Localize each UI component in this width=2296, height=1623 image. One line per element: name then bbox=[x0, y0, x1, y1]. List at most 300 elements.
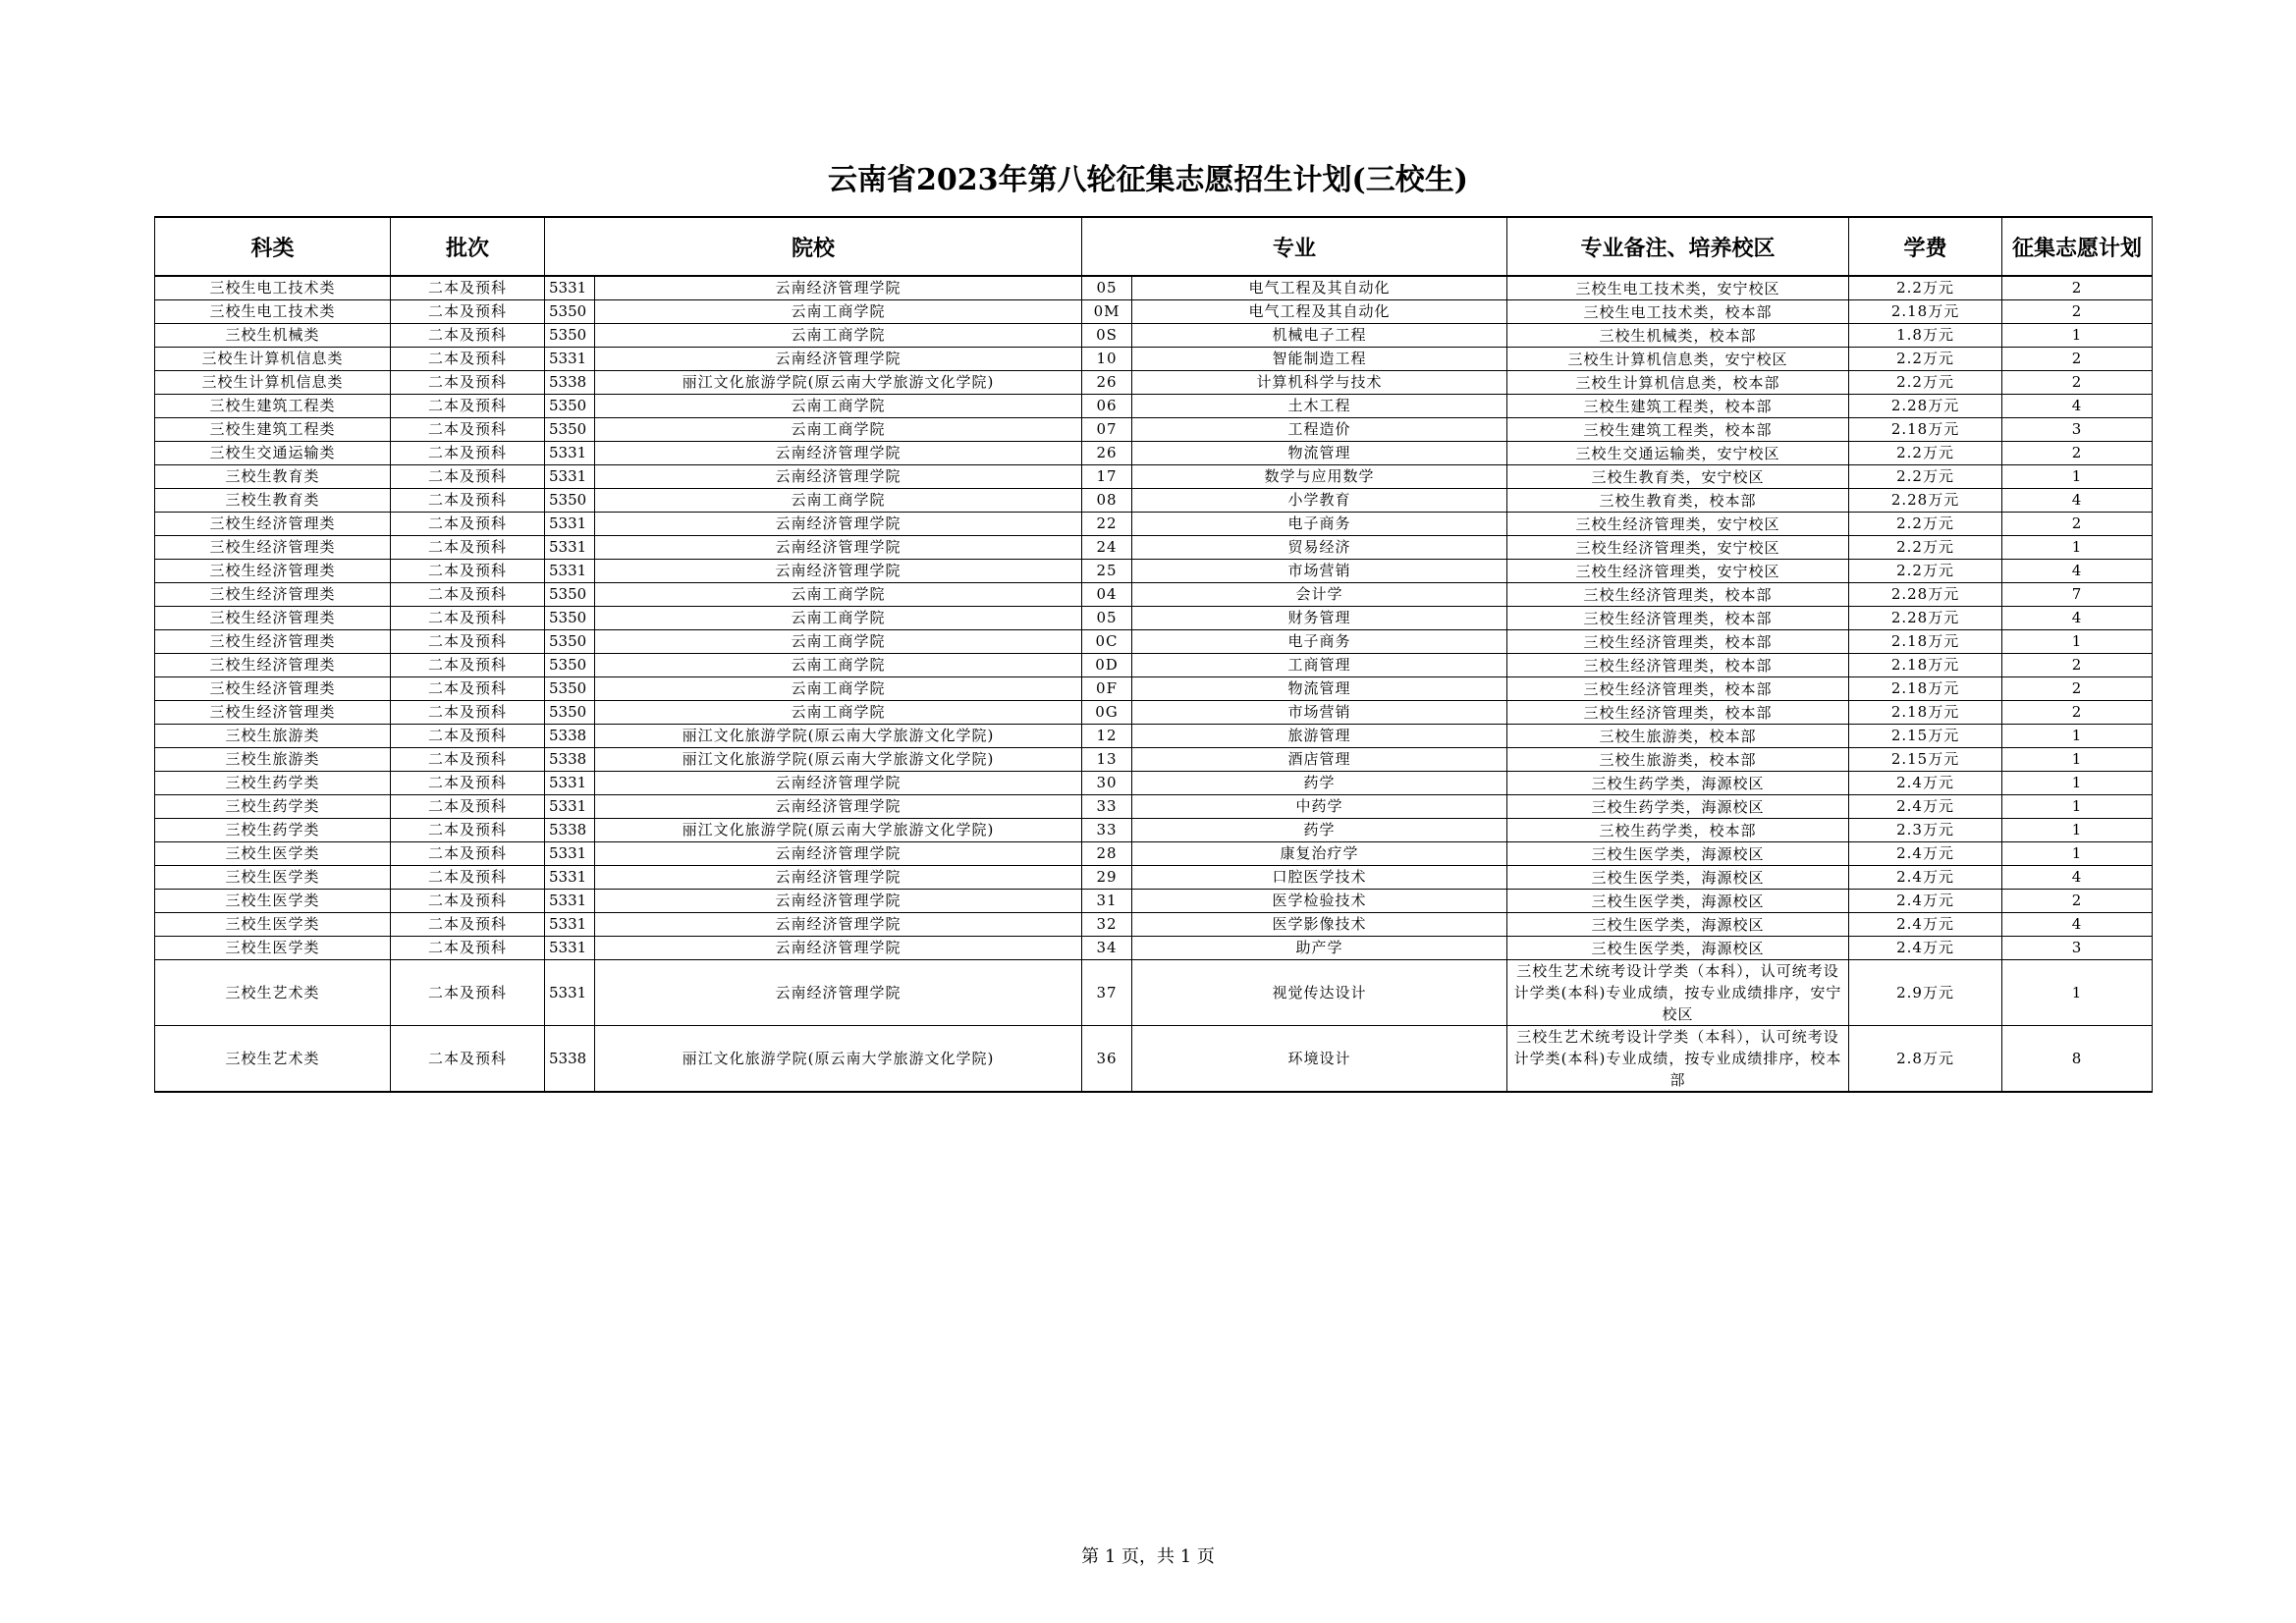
cell-batch: 二本及预科 bbox=[391, 725, 545, 748]
cell-college-code: 5331 bbox=[545, 842, 595, 866]
cell-batch: 二本及预科 bbox=[391, 276, 545, 300]
cell-tuition: 2.2万元 bbox=[1849, 371, 2002, 395]
cell-tuition: 2.2万元 bbox=[1849, 513, 2002, 536]
header-batch: 批次 bbox=[391, 217, 545, 276]
cell-plan-count: 4 bbox=[2002, 489, 2153, 513]
cell-plan-count: 8 bbox=[2002, 1026, 2153, 1093]
table-row bbox=[155, 842, 2153, 866]
cell-remarks-campus: 三校生交通运输类，安宁校区 bbox=[1507, 442, 1849, 465]
cell-batch: 二本及预科 bbox=[391, 960, 545, 1026]
cell-major-name: 计算机科学与技术 bbox=[1132, 371, 1507, 395]
header-college: 院校 bbox=[545, 217, 1082, 276]
cell-major-code: 33 bbox=[1082, 819, 1132, 842]
cell-college-code: 5350 bbox=[545, 324, 595, 348]
cell-plan-count: 1 bbox=[2002, 324, 2153, 348]
cell-plan-count: 1 bbox=[2002, 465, 2153, 489]
cell-plan-count: 1 bbox=[2002, 960, 2153, 1026]
cell-college-code: 5331 bbox=[545, 866, 595, 890]
cell-tuition: 2.18万元 bbox=[1849, 630, 2002, 654]
cell-batch: 二本及预科 bbox=[391, 866, 545, 890]
cell-major-code: 37 bbox=[1082, 960, 1132, 1026]
table-row bbox=[155, 465, 2153, 489]
cell-batch: 二本及预科 bbox=[391, 418, 545, 442]
cell-major-name: 工商管理 bbox=[1132, 654, 1507, 677]
cell-batch: 二本及预科 bbox=[391, 583, 545, 607]
cell-plan-count: 2 bbox=[2002, 442, 2153, 465]
cell-college-name: 云南经济管理学院 bbox=[595, 795, 1082, 819]
cell-major-code: 06 bbox=[1082, 395, 1132, 418]
cell-college-code: 5338 bbox=[545, 371, 595, 395]
cell-college-code: 5350 bbox=[545, 677, 595, 701]
cell-plan-count: 1 bbox=[2002, 748, 2153, 772]
cell-category: 三校生医学类 bbox=[155, 890, 391, 913]
cell-batch: 二本及预科 bbox=[391, 795, 545, 819]
cell-remarks-campus: 三校生经济管理类，安宁校区 bbox=[1507, 560, 1849, 583]
cell-category: 三校生教育类 bbox=[155, 489, 391, 513]
cell-major-code: 0M bbox=[1082, 300, 1132, 324]
cell-major-code: 26 bbox=[1082, 442, 1132, 465]
cell-college-code: 5331 bbox=[545, 890, 595, 913]
cell-major-name: 贸易经济 bbox=[1132, 536, 1507, 560]
cell-remarks-campus: 三校生医学类，海源校区 bbox=[1507, 890, 1849, 913]
cell-category: 三校生经济管理类 bbox=[155, 560, 391, 583]
cell-batch: 二本及预科 bbox=[391, 489, 545, 513]
table-row bbox=[155, 536, 2153, 560]
cell-major-name: 药学 bbox=[1132, 819, 1507, 842]
cell-batch: 二本及预科 bbox=[391, 371, 545, 395]
cell-plan-count: 1 bbox=[2002, 536, 2153, 560]
cell-plan-count: 1 bbox=[2002, 819, 2153, 842]
cell-college-name: 云南工商学院 bbox=[595, 654, 1082, 677]
cell-college-code: 5350 bbox=[545, 300, 595, 324]
cell-tuition: 2.4万元 bbox=[1849, 937, 2002, 960]
cell-major-name: 视觉传达设计 bbox=[1132, 960, 1507, 1026]
header-remarks-campus: 专业备注、培养校区 bbox=[1507, 217, 1849, 276]
cell-batch: 二本及预科 bbox=[391, 890, 545, 913]
cell-major-code: 17 bbox=[1082, 465, 1132, 489]
table-row bbox=[155, 960, 2153, 1026]
cell-major-code: 28 bbox=[1082, 842, 1132, 866]
cell-plan-count: 4 bbox=[2002, 866, 2153, 890]
cell-tuition: 2.4万元 bbox=[1849, 866, 2002, 890]
table-row bbox=[155, 300, 2153, 324]
table-body bbox=[155, 276, 2153, 1092]
cell-college-code: 5350 bbox=[545, 654, 595, 677]
table-row bbox=[155, 395, 2153, 418]
cell-college-code: 5331 bbox=[545, 536, 595, 560]
cell-college-code: 5350 bbox=[545, 630, 595, 654]
cell-remarks-campus: 三校生药学类，校本部 bbox=[1507, 819, 1849, 842]
cell-college-code: 5331 bbox=[545, 442, 595, 465]
cell-major-code: 25 bbox=[1082, 560, 1132, 583]
cell-tuition: 2.18万元 bbox=[1849, 654, 2002, 677]
table-row bbox=[155, 607, 2153, 630]
table-row bbox=[155, 725, 2153, 748]
cell-plan-count: 2 bbox=[2002, 654, 2153, 677]
cell-major-code: 07 bbox=[1082, 418, 1132, 442]
cell-college-name: 丽江文化旅游学院(原云南大学旅游文化学院) bbox=[595, 1026, 1082, 1093]
cell-plan-count: 4 bbox=[2002, 560, 2153, 583]
cell-category: 三校生交通运输类 bbox=[155, 442, 391, 465]
cell-plan-count: 1 bbox=[2002, 842, 2153, 866]
table-row bbox=[155, 276, 2153, 300]
cell-major-name: 物流管理 bbox=[1132, 677, 1507, 701]
cell-plan-count: 2 bbox=[2002, 371, 2153, 395]
cell-tuition: 2.18万元 bbox=[1849, 677, 2002, 701]
cell-plan-count: 3 bbox=[2002, 937, 2153, 960]
cell-remarks-campus: 三校生药学类，海源校区 bbox=[1507, 772, 1849, 795]
header-major: 专业 bbox=[1082, 217, 1507, 276]
cell-college-code: 5331 bbox=[545, 276, 595, 300]
table-row bbox=[155, 654, 2153, 677]
cell-plan-count: 2 bbox=[2002, 890, 2153, 913]
table-row bbox=[155, 324, 2153, 348]
cell-college-name: 云南工商学院 bbox=[595, 630, 1082, 654]
document-title: 云南省2023年第八轮征集志愿招生计划(三校生) bbox=[828, 163, 1468, 197]
cell-college-name: 云南工商学院 bbox=[595, 324, 1082, 348]
cell-plan-count: 1 bbox=[2002, 772, 2153, 795]
cell-remarks-campus: 三校生艺术统考设计学类（本科），认可统考设计学类(本科)专业成绩，按专业成绩排序，校本部 bbox=[1507, 1026, 1849, 1093]
cell-college-name: 云南经济管理学院 bbox=[595, 348, 1082, 371]
table-row bbox=[155, 371, 2153, 395]
cell-major-name: 康复治疗学 bbox=[1132, 842, 1507, 866]
cell-college-code: 5350 bbox=[545, 701, 595, 725]
cell-college-name: 云南工商学院 bbox=[595, 701, 1082, 725]
cell-category: 三校生经济管理类 bbox=[155, 701, 391, 725]
table-row bbox=[155, 560, 2153, 583]
cell-remarks-campus: 三校生电工技术类，安宁校区 bbox=[1507, 276, 1849, 300]
cell-major-code: 32 bbox=[1082, 913, 1132, 937]
cell-major-code: 30 bbox=[1082, 772, 1132, 795]
cell-plan-count: 1 bbox=[2002, 795, 2153, 819]
cell-tuition: 2.9万元 bbox=[1849, 960, 2002, 1026]
cell-tuition: 2.4万元 bbox=[1849, 890, 2002, 913]
cell-major-name: 市场营销 bbox=[1132, 560, 1507, 583]
cell-college-name: 云南经济管理学院 bbox=[595, 937, 1082, 960]
cell-major-code: 05 bbox=[1082, 607, 1132, 630]
cell-major-code: 0D bbox=[1082, 654, 1132, 677]
cell-college-code: 5338 bbox=[545, 725, 595, 748]
cell-category: 三校生医学类 bbox=[155, 937, 391, 960]
cell-college-code: 5338 bbox=[545, 748, 595, 772]
cell-tuition: 2.2万元 bbox=[1849, 536, 2002, 560]
cell-college-name: 云南经济管理学院 bbox=[595, 513, 1082, 536]
cell-college-code: 5350 bbox=[545, 489, 595, 513]
cell-college-code: 5331 bbox=[545, 772, 595, 795]
cell-college-name: 云南经济管理学院 bbox=[595, 772, 1082, 795]
cell-category: 三校生建筑工程类 bbox=[155, 395, 391, 418]
cell-category: 三校生经济管理类 bbox=[155, 654, 391, 677]
cell-major-code: 13 bbox=[1082, 748, 1132, 772]
cell-major-code: 24 bbox=[1082, 536, 1132, 560]
cell-batch: 二本及预科 bbox=[391, 442, 545, 465]
cell-category: 三校生电工技术类 bbox=[155, 276, 391, 300]
cell-plan-count: 4 bbox=[2002, 607, 2153, 630]
cell-category: 三校生旅游类 bbox=[155, 748, 391, 772]
cell-remarks-campus: 三校生经济管理类，校本部 bbox=[1507, 607, 1849, 630]
cell-batch: 二本及预科 bbox=[391, 842, 545, 866]
header-tuition: 学费 bbox=[1849, 217, 2002, 276]
cell-tuition: 2.28万元 bbox=[1849, 489, 2002, 513]
cell-category: 三校生计算机信息类 bbox=[155, 371, 391, 395]
cell-batch: 二本及预科 bbox=[391, 913, 545, 937]
cell-remarks-campus: 三校生医学类，海源校区 bbox=[1507, 866, 1849, 890]
cell-batch: 二本及预科 bbox=[391, 772, 545, 795]
cell-major-name: 市场营销 bbox=[1132, 701, 1507, 725]
cell-tuition: 2.8万元 bbox=[1849, 1026, 2002, 1093]
cell-remarks-campus: 三校生经济管理类，校本部 bbox=[1507, 654, 1849, 677]
cell-plan-count: 2 bbox=[2002, 348, 2153, 371]
cell-major-code: 36 bbox=[1082, 1026, 1132, 1093]
table-row bbox=[155, 866, 2153, 890]
cell-batch: 二本及预科 bbox=[391, 630, 545, 654]
cell-category: 三校生经济管理类 bbox=[155, 677, 391, 701]
cell-tuition: 2.3万元 bbox=[1849, 819, 2002, 842]
cell-plan-count: 4 bbox=[2002, 913, 2153, 937]
cell-college-name: 云南经济管理学院 bbox=[595, 913, 1082, 937]
cell-major-name: 会计学 bbox=[1132, 583, 1507, 607]
cell-remarks-campus: 三校生药学类，海源校区 bbox=[1507, 795, 1849, 819]
table-row bbox=[155, 819, 2153, 842]
cell-major-code: 10 bbox=[1082, 348, 1132, 371]
cell-major-code: 0C bbox=[1082, 630, 1132, 654]
cell-category: 三校生经济管理类 bbox=[155, 513, 391, 536]
cell-major-code: 08 bbox=[1082, 489, 1132, 513]
cell-major-name: 药学 bbox=[1132, 772, 1507, 795]
cell-remarks-campus: 三校生经济管理类，校本部 bbox=[1507, 583, 1849, 607]
cell-category: 三校生计算机信息类 bbox=[155, 348, 391, 371]
cell-plan-count: 1 bbox=[2002, 630, 2153, 654]
cell-tuition: 2.2万元 bbox=[1849, 348, 2002, 371]
cell-college-code: 5331 bbox=[545, 937, 595, 960]
table-row bbox=[155, 748, 2153, 772]
cell-remarks-campus: 三校生经济管理类，校本部 bbox=[1507, 630, 1849, 654]
cell-batch: 二本及预科 bbox=[391, 300, 545, 324]
cell-college-name: 云南经济管理学院 bbox=[595, 442, 1082, 465]
cell-category: 三校生经济管理类 bbox=[155, 607, 391, 630]
cell-category: 三校生经济管理类 bbox=[155, 630, 391, 654]
table-row bbox=[155, 348, 2153, 371]
cell-major-name: 财务管理 bbox=[1132, 607, 1507, 630]
cell-plan-count: 2 bbox=[2002, 513, 2153, 536]
cell-remarks-campus: 三校生经济管理类，校本部 bbox=[1507, 701, 1849, 725]
cell-category: 三校生旅游类 bbox=[155, 725, 391, 748]
cell-college-code: 5350 bbox=[545, 418, 595, 442]
cell-plan-count: 7 bbox=[2002, 583, 2153, 607]
cell-plan-count: 2 bbox=[2002, 677, 2153, 701]
cell-college-name: 云南工商学院 bbox=[595, 395, 1082, 418]
cell-college-name: 丽江文化旅游学院(原云南大学旅游文化学院) bbox=[595, 819, 1082, 842]
cell-college-code: 5331 bbox=[545, 513, 595, 536]
cell-college-name: 云南工商学院 bbox=[595, 300, 1082, 324]
cell-college-code: 5331 bbox=[545, 960, 595, 1026]
cell-major-code: 0G bbox=[1082, 701, 1132, 725]
cell-college-name: 云南工商学院 bbox=[595, 583, 1082, 607]
cell-category: 三校生艺术类 bbox=[155, 1026, 391, 1093]
cell-college-code: 5331 bbox=[545, 795, 595, 819]
cell-major-name: 医学检验技术 bbox=[1132, 890, 1507, 913]
cell-remarks-campus: 三校生建筑工程类，校本部 bbox=[1507, 395, 1849, 418]
cell-category: 三校生药学类 bbox=[155, 772, 391, 795]
cell-tuition: 2.2万元 bbox=[1849, 442, 2002, 465]
cell-major-name: 电子商务 bbox=[1132, 513, 1507, 536]
cell-tuition: 2.18万元 bbox=[1849, 300, 2002, 324]
cell-college-code: 5350 bbox=[545, 395, 595, 418]
cell-major-code: 22 bbox=[1082, 513, 1132, 536]
cell-tuition: 1.8万元 bbox=[1849, 324, 2002, 348]
cell-tuition: 2.2万元 bbox=[1849, 465, 2002, 489]
cell-major-name: 电气工程及其自动化 bbox=[1132, 276, 1507, 300]
cell-college-code: 5338 bbox=[545, 1026, 595, 1093]
table-row bbox=[155, 583, 2153, 607]
cell-batch: 二本及预科 bbox=[391, 465, 545, 489]
cell-tuition: 2.18万元 bbox=[1849, 701, 2002, 725]
cell-tuition: 2.15万元 bbox=[1849, 748, 2002, 772]
cell-major-name: 工程造价 bbox=[1132, 418, 1507, 442]
table-row bbox=[155, 701, 2153, 725]
cell-category: 三校生药学类 bbox=[155, 795, 391, 819]
cell-major-name: 小学教育 bbox=[1132, 489, 1507, 513]
cell-remarks-campus: 三校生计算机信息类，校本部 bbox=[1507, 371, 1849, 395]
cell-college-code: 5350 bbox=[545, 583, 595, 607]
cell-batch: 二本及预科 bbox=[391, 937, 545, 960]
table-row bbox=[155, 677, 2153, 701]
enrollment-plan-table bbox=[154, 216, 2153, 1093]
table-row bbox=[155, 890, 2153, 913]
cell-college-name: 云南工商学院 bbox=[595, 677, 1082, 701]
cell-plan-count: 2 bbox=[2002, 300, 2153, 324]
cell-batch: 二本及预科 bbox=[391, 536, 545, 560]
cell-category: 三校生建筑工程类 bbox=[155, 418, 391, 442]
table-row bbox=[155, 772, 2153, 795]
cell-college-name: 云南经济管理学院 bbox=[595, 960, 1082, 1026]
table-row bbox=[155, 513, 2153, 536]
cell-college-code: 5350 bbox=[545, 607, 595, 630]
cell-remarks-campus: 三校生经济管理类，安宁校区 bbox=[1507, 536, 1849, 560]
cell-remarks-campus: 三校生计算机信息类，安宁校区 bbox=[1507, 348, 1849, 371]
cell-remarks-campus: 三校生教育类，校本部 bbox=[1507, 489, 1849, 513]
cell-major-code: 29 bbox=[1082, 866, 1132, 890]
cell-tuition: 2.28万元 bbox=[1849, 583, 2002, 607]
cell-major-name: 电子商务 bbox=[1132, 630, 1507, 654]
cell-tuition: 2.18万元 bbox=[1849, 418, 2002, 442]
header-plan-count: 征集志愿计划 bbox=[2002, 217, 2153, 276]
cell-plan-count: 2 bbox=[2002, 701, 2153, 725]
cell-college-name: 云南经济管理学院 bbox=[595, 866, 1082, 890]
cell-batch: 二本及预科 bbox=[391, 1026, 545, 1093]
cell-college-code: 5331 bbox=[545, 465, 595, 489]
cell-remarks-campus: 三校生电工技术类，校本部 bbox=[1507, 300, 1849, 324]
cell-batch: 二本及预科 bbox=[391, 395, 545, 418]
cell-category: 三校生教育类 bbox=[155, 465, 391, 489]
cell-college-name: 云南工商学院 bbox=[595, 489, 1082, 513]
cell-major-name: 医学影像技术 bbox=[1132, 913, 1507, 937]
table-row bbox=[155, 630, 2153, 654]
cell-batch: 二本及预科 bbox=[391, 677, 545, 701]
cell-tuition: 2.4万元 bbox=[1849, 772, 2002, 795]
cell-remarks-campus: 三校生旅游类，校本部 bbox=[1507, 725, 1849, 748]
cell-college-name: 丽江文化旅游学院(原云南大学旅游文化学院) bbox=[595, 725, 1082, 748]
cell-major-name: 数学与应用数学 bbox=[1132, 465, 1507, 489]
cell-remarks-campus: 三校生医学类，海源校区 bbox=[1507, 842, 1849, 866]
cell-category: 三校生经济管理类 bbox=[155, 536, 391, 560]
cell-category: 三校生药学类 bbox=[155, 819, 391, 842]
cell-major-code: 0F bbox=[1082, 677, 1132, 701]
cell-batch: 二本及预科 bbox=[391, 654, 545, 677]
cell-major-name: 物流管理 bbox=[1132, 442, 1507, 465]
cell-category: 三校生机械类 bbox=[155, 324, 391, 348]
cell-college-name: 丽江文化旅游学院(原云南大学旅游文化学院) bbox=[595, 371, 1082, 395]
cell-college-name: 云南经济管理学院 bbox=[595, 536, 1082, 560]
cell-category: 三校生经济管理类 bbox=[155, 583, 391, 607]
cell-major-name: 口腔医学技术 bbox=[1132, 866, 1507, 890]
cell-college-name: 云南经济管理学院 bbox=[595, 560, 1082, 583]
cell-tuition: 2.2万元 bbox=[1849, 560, 2002, 583]
cell-college-name: 云南经济管理学院 bbox=[595, 842, 1082, 866]
page-footer: 第 1 页，共 1 页 bbox=[1081, 1546, 1215, 1567]
cell-batch: 二本及预科 bbox=[391, 607, 545, 630]
cell-major-code: 04 bbox=[1082, 583, 1132, 607]
cell-college-name: 云南工商学院 bbox=[595, 607, 1082, 630]
cell-major-code: 34 bbox=[1082, 937, 1132, 960]
cell-major-name: 机械电子工程 bbox=[1132, 324, 1507, 348]
cell-remarks-campus: 三校生教育类，安宁校区 bbox=[1507, 465, 1849, 489]
cell-major-name: 智能制造工程 bbox=[1132, 348, 1507, 371]
cell-college-code: 5331 bbox=[545, 348, 595, 371]
table-row bbox=[155, 418, 2153, 442]
cell-major-name: 环境设计 bbox=[1132, 1026, 1507, 1093]
cell-batch: 二本及预科 bbox=[391, 748, 545, 772]
cell-plan-count: 3 bbox=[2002, 418, 2153, 442]
cell-major-name: 土木工程 bbox=[1132, 395, 1507, 418]
cell-college-name: 云南经济管理学院 bbox=[595, 465, 1082, 489]
cell-batch: 二本及预科 bbox=[391, 513, 545, 536]
cell-tuition: 2.15万元 bbox=[1849, 725, 2002, 748]
cell-batch: 二本及预科 bbox=[391, 348, 545, 371]
cell-college-code: 5331 bbox=[545, 913, 595, 937]
cell-category: 三校生医学类 bbox=[155, 866, 391, 890]
cell-tuition: 2.4万元 bbox=[1849, 795, 2002, 819]
cell-category: 三校生艺术类 bbox=[155, 960, 391, 1026]
cell-category: 三校生医学类 bbox=[155, 913, 391, 937]
cell-college-name: 云南工商学院 bbox=[595, 418, 1082, 442]
cell-category: 三校生医学类 bbox=[155, 842, 391, 866]
cell-major-name: 助产学 bbox=[1132, 937, 1507, 960]
cell-batch: 二本及预科 bbox=[391, 819, 545, 842]
cell-remarks-campus: 三校生建筑工程类，校本部 bbox=[1507, 418, 1849, 442]
cell-tuition: 2.28万元 bbox=[1849, 607, 2002, 630]
cell-remarks-campus: 三校生医学类，海源校区 bbox=[1507, 937, 1849, 960]
cell-remarks-campus: 三校生经济管理类，安宁校区 bbox=[1507, 513, 1849, 536]
cell-remarks-campus: 三校生旅游类，校本部 bbox=[1507, 748, 1849, 772]
cell-batch: 二本及预科 bbox=[391, 560, 545, 583]
cell-remarks-campus: 三校生艺术统考设计学类（本科），认可统考设计学类(本科)专业成绩，按专业成绩排序，安宁校区 bbox=[1507, 960, 1849, 1026]
cell-college-name: 云南经济管理学院 bbox=[595, 276, 1082, 300]
cell-major-code: 12 bbox=[1082, 725, 1132, 748]
table-header-row bbox=[155, 217, 2153, 276]
cell-major-code: 26 bbox=[1082, 371, 1132, 395]
cell-major-code: 33 bbox=[1082, 795, 1132, 819]
cell-college-name: 云南经济管理学院 bbox=[595, 890, 1082, 913]
cell-college-name: 丽江文化旅游学院(原云南大学旅游文化学院) bbox=[595, 748, 1082, 772]
cell-tuition: 2.2万元 bbox=[1849, 276, 2002, 300]
cell-plan-count: 1 bbox=[2002, 725, 2153, 748]
cell-remarks-campus: 三校生医学类，海源校区 bbox=[1507, 913, 1849, 937]
cell-plan-count: 4 bbox=[2002, 395, 2153, 418]
cell-major-name: 酒店管理 bbox=[1132, 748, 1507, 772]
cell-tuition: 2.28万元 bbox=[1849, 395, 2002, 418]
cell-major-name: 电气工程及其自动化 bbox=[1132, 300, 1507, 324]
